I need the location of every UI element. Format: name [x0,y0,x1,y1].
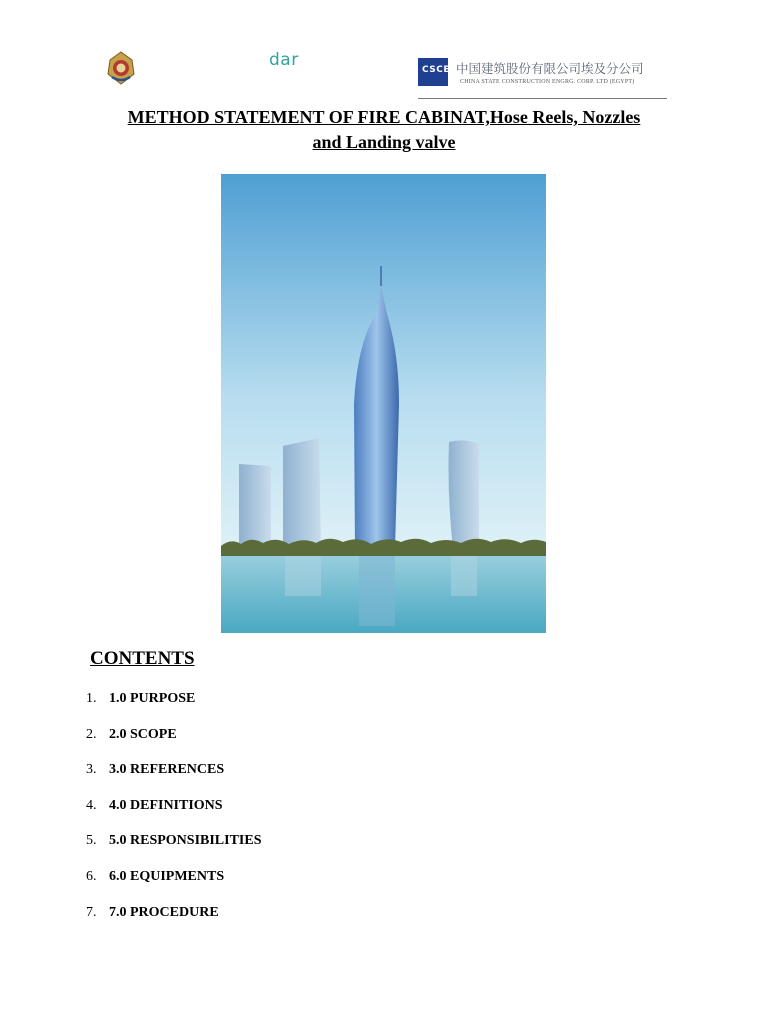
document-title [80,105,688,155]
item-number: 7. [86,904,97,920]
tower-right [449,440,480,549]
item-number: 3. [86,762,97,778]
reflection-left [285,556,321,596]
item-label: 5.0 RESPONSIBILITIES [109,833,262,849]
contents-item-3 [86,760,262,796]
crest-emblem-icon [104,50,138,86]
reflection-right [451,556,477,596]
contents-item-4 [86,796,262,832]
contents-item-2 [86,725,262,761]
item-label: 6.0 EQUIPMENTS [109,868,225,884]
item-number: 4. [86,797,97,813]
contents-item-7 [86,903,262,939]
tower-left-small [239,464,271,549]
item-number: 1. [86,691,97,706]
dar-logo: dar [269,50,299,70]
item-label: 2.0 SCOPE [109,726,177,742]
item-number: 5. [86,833,97,849]
title-line-2: and Landing valve [312,132,456,152]
contents-item-6 [86,867,262,903]
title-line-1: METHOD STATEMENT OF FIRE CABINAT,Hose Reels, Nozzles [127,107,641,127]
item-label: 7.0 PROCEDURE [109,904,219,920]
cscec-name-chinese: 中国建筑股份有限公司埃及分公司 [456,61,644,76]
contents-item-1 [86,689,262,725]
contents-item-5 [86,831,262,867]
document-header [0,0,768,105]
header-divider [418,98,667,99]
tower-left [283,438,321,549]
item-number: 2. [86,726,97,742]
item-label: 4.0 DEFINITIONS [109,797,223,813]
cscec-name-english: CHINA STATE CONSTRUCTION ENGRG. CORP. LTD (EGYPT) [460,79,635,85]
skyscraper-rendering [221,174,546,633]
item-label: 3.0 REFERENCES [109,762,225,778]
contents-heading: CONTENTS [90,648,195,669]
item-label: 1.0 PURPOSE [109,691,196,706]
item-number: 6. [86,868,97,884]
cscec-logo-mark [418,58,458,86]
contents-list [86,689,262,938]
reflection-center [359,556,395,626]
shoreline-trees [221,539,546,556]
cscec-mark-text: CSCEC [422,65,458,75]
